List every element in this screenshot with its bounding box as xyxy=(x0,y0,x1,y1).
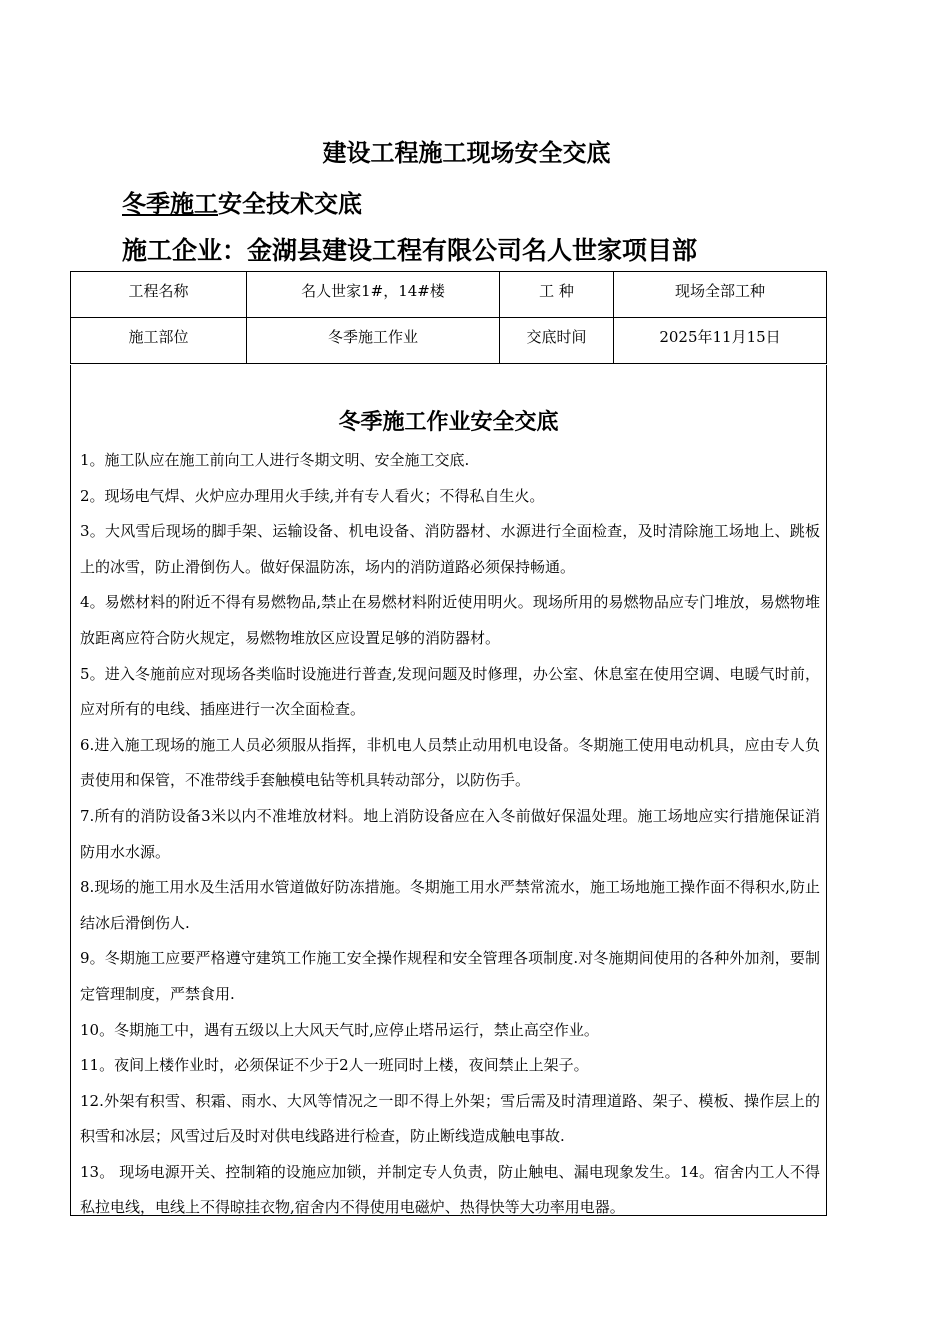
value-briefing-date: 2025年11月15日 xyxy=(614,318,827,364)
value-project-name: 名人世家1#，14#楼 xyxy=(247,272,500,318)
list-item: 2。现场电气焊、火炉应办理用火手续,并有专人看火；不得私自生火。 xyxy=(80,486,545,505)
document-title: 建设工程施工现场安全交底 xyxy=(322,138,611,167)
value-construction-part: 冬季施工作业 xyxy=(247,318,500,364)
info-table xyxy=(70,271,827,364)
list-item: 6.进入施工现场的施工人员必须服从指挥，非机电人员禁止动用机电设备。冬期施工使用电动机具，应由专人负责使用和保管，不准带线手套触模电钻等机具转动部分，以防伤手。 xyxy=(80,735,820,790)
list-item: 7.所有的消防设备3米以内不准堆放材料。地上消防设备应在入冬前做好保温处理。施工场地应实行措施保证消防用水水源。 xyxy=(80,806,820,861)
briefing-content-box xyxy=(70,365,827,1216)
section-title: 冬季施工作业安全交底 xyxy=(338,409,559,435)
list-item: 9。冬期施工应要严格遵守建筑工作施工安全操作规程和安全管理各项制度.对冬施期间使用的各种外加剂，要制定管理制度，严禁食用. xyxy=(80,949,820,1003)
label-project-name: 工程名称 xyxy=(71,272,247,318)
table-row xyxy=(71,272,827,318)
subtitle-rest: 安全技术交底 xyxy=(218,189,362,218)
table-row xyxy=(71,318,827,364)
label-trade: 工 种 xyxy=(500,272,614,318)
briefing-items xyxy=(80,443,820,1226)
list-item: 12.外架有积雪、积霜、雨水、大风等情况之一即不得上外架；雪后需及时清理道路、架子、模板、操作层上的积雪和冰层；风雪过后及时对供电线路进行检查，防止断线造成触电事故. xyxy=(80,1091,820,1146)
subtitle xyxy=(122,184,362,219)
list-item: 13。 现场电源开关、控制箱的设施应加锁，并制定专人负责，防止触电、漏电现象发生。14。宿舍内工人不得私拉电线，电线上不得晾挂衣物,宿舍内不得使用电磁炉、热得快等大功率用电器。 xyxy=(80,1162,820,1217)
list-item: 3。大风雪后现场的脚手架、运输设备、机电设备、消防器材、水源进行全面检查，及时清除施工场地上、跳板上的冰雪，防止滑倒伤人。做好保温防冻，场内的消防道路必须保持畅通。 xyxy=(80,522,820,576)
label-briefing-date: 交底时间 xyxy=(500,318,614,364)
list-item: 5。进入冬施前应对现场各类临时设施进行普查,发现问题及时修理，办公室、休息室在使用空调、电暖气时前，应对所有的电线、插座进行一次全面检查。 xyxy=(80,664,820,719)
list-item: 4。易燃材料的附近不得有易燃物品,禁止在易燃材料附近使用明火。现场所用的易燃物品应专门堆放，易燃物堆放距离应符合防火规定，易燃物堆放区应设置足够的消防器材。 xyxy=(80,593,820,647)
company-line: 施工企业：金湖县建设工程有限公司名人世家项目部 xyxy=(122,236,698,265)
subtitle-underlined: 冬季施工 xyxy=(122,189,218,218)
value-trade: 现场全部工种 xyxy=(614,272,827,318)
list-item: 11。夜间上楼作业时，必须保证不少于2人一班同时上楼，夜间禁止上架子。 xyxy=(80,1056,589,1075)
list-item: 1。施工队应在施工前向工人进行冬期文明、安全施工交底. xyxy=(80,451,470,469)
list-item: 10。冬期施工中，遇有五级以上大风天气时,应停止塔吊运行，禁止高空作业。 xyxy=(80,1020,599,1039)
label-construction-part: 施工部位 xyxy=(71,318,247,364)
list-item: 8.现场的施工用水及生活用水管道做好防冻措施。冬期施工用水严禁常流水，施工场地施工操作面不得积水,防止结冰后滑倒伤人. xyxy=(80,878,820,932)
